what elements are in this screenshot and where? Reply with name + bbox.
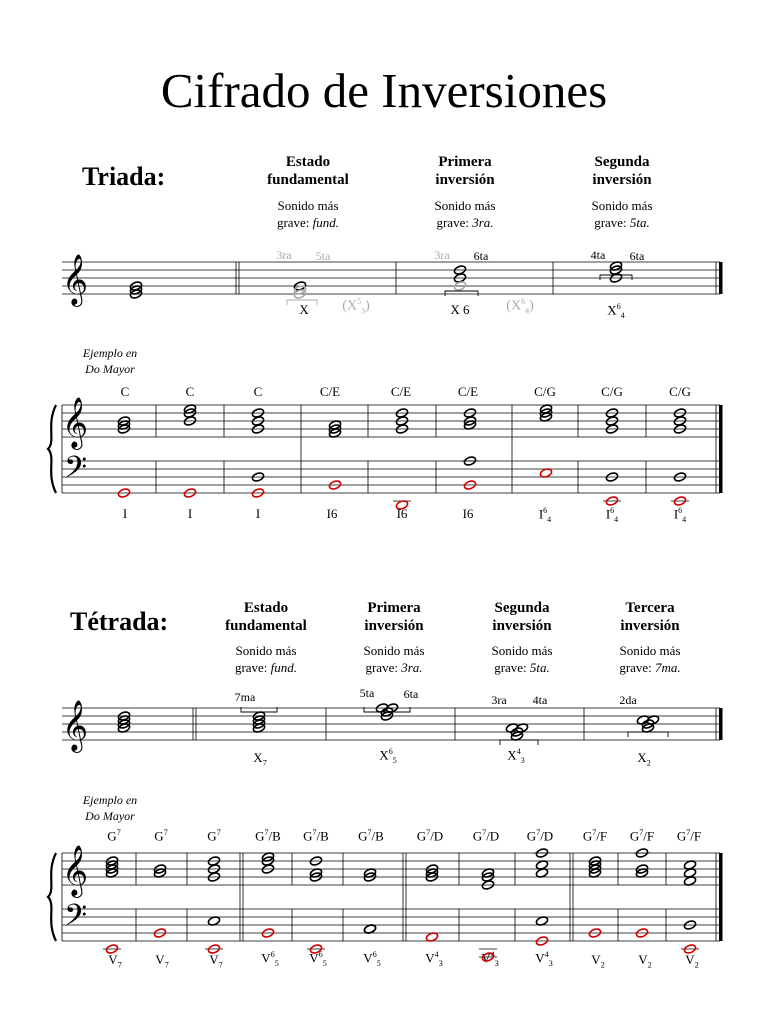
col-desc-line1: Sonido más [363, 643, 425, 658]
col-head-line1: Segunda [494, 600, 550, 616]
roman-sup: 4 [544, 950, 549, 959]
page-title: Cifrado de Inversiones [160, 63, 608, 118]
cifra-x: X [253, 750, 263, 765]
interval-label: 6ta [629, 249, 645, 263]
triada-label: Triada: [82, 162, 166, 191]
chord-bass: /F [643, 828, 655, 844]
col-desc-value: 3ra. [401, 660, 423, 675]
col-desc-value: 5ta. [529, 660, 550, 675]
chord-sup: 7 [264, 828, 269, 837]
roman-text: V [363, 950, 373, 966]
col-head-line1: Estado [285, 154, 331, 170]
roman-sub: 4 [614, 514, 619, 524]
chord-root: G [416, 828, 427, 844]
roman-sub: 3 [548, 958, 553, 968]
chord-bass: /D [430, 828, 444, 844]
interval-bracket [600, 275, 632, 280]
col-head-line1: Segunda [594, 154, 650, 170]
cifra-x: X [379, 747, 389, 763]
roman-text: I6 [396, 506, 408, 521]
roman-sub: 7 [117, 960, 122, 970]
roman-sub: 7 [164, 960, 169, 970]
roman-text: I6 [462, 506, 474, 521]
final-barline [719, 853, 723, 941]
roman-text: V [481, 950, 491, 966]
col-desc-value: 3ra. [472, 215, 494, 230]
col-head-line2: fundamental [225, 618, 307, 634]
cifra-x: X [607, 302, 617, 318]
chord-root: G [255, 828, 265, 844]
roman-sup: 6 [678, 506, 683, 515]
cifra-sub: 5 [392, 755, 397, 765]
roman-text: V [638, 952, 648, 967]
chord-root: G [582, 828, 593, 844]
roman-text: V [261, 950, 271, 966]
roman-text: I [673, 506, 679, 522]
col-desc-line1: Sonido más [434, 198, 496, 213]
interval-label: 5ta [359, 686, 375, 700]
roman-sub: 5 [322, 958, 327, 968]
col-head-line2: inversión [492, 618, 552, 634]
roman-sup: 4 [490, 950, 495, 959]
chord-root: G [207, 828, 217, 844]
cifra-first-inversion-full: $(X^6_4)$ [506, 297, 534, 316]
interval-label: 6ta [403, 687, 419, 701]
roman-sub: 2 [647, 960, 652, 970]
chord-sup: 7 [536, 828, 541, 837]
roman-text: V [425, 950, 435, 966]
chord-root: G [676, 828, 687, 844]
col-desc-prefix: grave: [494, 660, 530, 675]
bass-clef-icon: 𝄢 [64, 899, 88, 940]
roman-text: V [309, 950, 319, 966]
cifra-root: X [299, 302, 309, 317]
cifra-sup: 5 [357, 297, 362, 306]
roman-sub: 5 [274, 958, 279, 968]
final-barline [719, 708, 723, 740]
final-barline [719, 405, 723, 493]
example-label-line2: Do Mayor [85, 809, 135, 823]
interval-label: 6ta [473, 249, 489, 263]
interval-label: 4ta [532, 693, 548, 707]
col-desc-value: fund. [312, 215, 340, 230]
col-desc-prefix: grave: [594, 215, 630, 230]
roman-sub: 3 [494, 958, 499, 968]
roman-numeral: I [255, 506, 261, 521]
tetrada-label: Tétrada: [70, 607, 169, 636]
treble-clef-icon: 𝄞 [62, 845, 89, 896]
roman-text: V [209, 952, 219, 967]
cifra-x: X [507, 747, 517, 763]
roman-sub: 5 [376, 958, 381, 968]
interval-label: 7ma [234, 690, 256, 704]
col-head-line2: inversión [620, 618, 680, 634]
treble-clef-icon: 𝄞 [62, 254, 89, 305]
cifra-sub: 7 [262, 758, 267, 768]
col-desc-value: fund. [270, 660, 298, 675]
chord-symbol: C/E [319, 384, 341, 399]
interval-label: 3ra [434, 248, 450, 262]
col-head-line2: inversión [592, 172, 652, 188]
chord-root: G [107, 828, 117, 844]
roman-sub: 2 [694, 960, 699, 970]
col-head-line2: fundamental [267, 172, 349, 188]
roman-text: I [538, 506, 544, 522]
cifra-sub: 3 [361, 306, 366, 316]
chord-bass: /F [690, 828, 702, 844]
interval-label: 5ta [315, 249, 331, 263]
cifra-sub: 4 [620, 310, 625, 320]
col-desc-line1: Sonido más [591, 198, 653, 213]
roman-sup: 6 [610, 506, 615, 515]
col-head-line1: Estado [243, 600, 289, 616]
chord-root: G [629, 828, 640, 844]
chord-sup: 7 [482, 828, 487, 837]
roman-sub: 4 [547, 514, 552, 524]
cifra-sup: 6 [388, 747, 393, 756]
col-desc-value: 5ta. [629, 215, 650, 230]
cifra-root-full: $(X^5_3)$ [342, 297, 370, 316]
roman-text: V [108, 952, 118, 967]
chord-symbol: C [120, 384, 130, 399]
example-label-line1: Ejemplo en [82, 346, 138, 360]
chord-sup: 7 [426, 828, 431, 837]
chord-bass: /F [596, 828, 608, 844]
chord-sup: 7 [163, 828, 168, 837]
chord-root: G [303, 828, 313, 844]
col-desc-prefix: grave: [234, 660, 271, 675]
col-desc-prefix: grave: [619, 660, 656, 675]
treble-clef-icon: 𝄞 [62, 397, 89, 448]
chord-bass: /B [371, 828, 384, 844]
interval-bracket [628, 732, 668, 737]
chord-symbol: C/E [390, 384, 412, 399]
cifra-sup: 6 [616, 302, 621, 311]
interval-label: 3ra [491, 693, 507, 707]
roman-sub: 4 [682, 514, 687, 524]
col-desc-prefix: grave: [436, 215, 473, 230]
col-desc-prefix: grave: [276, 215, 313, 230]
interval-label: 2da [619, 693, 637, 707]
cifra-x: X [346, 298, 358, 314]
chord-sup: 7 [216, 828, 221, 837]
col-head-line1: Primera [438, 154, 492, 170]
col-head-line2: inversión [435, 172, 495, 188]
roman-sup: 6 [270, 950, 275, 959]
roman-sup: 4 [434, 950, 439, 959]
col-desc-value: 7ma. [655, 660, 681, 675]
interval-bracket [445, 291, 478, 296]
interval-bracket [500, 740, 538, 745]
roman-sup: 6 [372, 950, 377, 959]
roman-text: V [685, 952, 695, 967]
chord-bass: /B [268, 828, 281, 844]
cifra-sup: 4 [516, 747, 521, 756]
chord-bass: /B [316, 828, 329, 844]
roman-numeral: I [187, 506, 193, 521]
col-desc-prefix: grave: [365, 660, 402, 675]
roman-sub: 2 [600, 960, 605, 970]
chord-bass: /D [540, 828, 554, 844]
col-head-line2: inversión [364, 618, 424, 634]
chord-symbol: C/G [534, 384, 556, 399]
brace-icon [48, 853, 56, 941]
cifra-sub: 4 [525, 306, 530, 316]
chord-sup: 7 [367, 828, 372, 837]
final-barline [719, 262, 723, 294]
example-label-line1: Ejemplo en [82, 793, 138, 807]
col-head-line1: Tercera [625, 600, 675, 616]
roman-text: V [591, 952, 601, 967]
col-desc-line1: Sonido más [277, 198, 339, 213]
roman-text: V [535, 950, 545, 966]
chord-sup: 7 [686, 828, 691, 837]
example-label-line2: Do Mayor [85, 362, 135, 376]
chord-sup: 7 [116, 828, 121, 837]
interval-label: 3ra [276, 248, 292, 262]
chord-symbol: C/G [669, 384, 691, 399]
chord-root: G [358, 828, 368, 844]
col-desc-line1: Sonido más [619, 643, 681, 658]
roman-sup: 6 [543, 506, 548, 515]
chord-sup: 7 [592, 828, 597, 837]
brace-icon [48, 405, 56, 493]
roman-text: I [605, 506, 611, 522]
cifra-sup: 6 [521, 297, 526, 306]
cifra-sub: 2 [646, 758, 651, 768]
roman-text: I6 [326, 506, 338, 521]
interval-bracket [287, 300, 317, 305]
interval-label: 4ta [590, 248, 606, 262]
chord-root: G [526, 828, 537, 844]
chord-root: G [472, 828, 483, 844]
roman-sub: 7 [218, 960, 223, 970]
chord-root: G [154, 828, 164, 844]
col-desc-line1: Sonido más [235, 643, 297, 658]
roman-numeral: I [122, 506, 128, 521]
col-head-line1: Primera [367, 600, 421, 616]
chord-bass: /D [486, 828, 500, 844]
roman-sup: 6 [318, 950, 323, 959]
bass-clef-icon: 𝄢 [64, 451, 88, 492]
col-desc-line1: Sonido más [491, 643, 553, 658]
chord-symbol: C/E [457, 384, 479, 399]
cifra-sub: 3 [520, 755, 525, 765]
chord-symbol: C [185, 384, 195, 399]
roman-sub: 3 [438, 958, 443, 968]
chord-symbol: C [253, 384, 263, 399]
roman-text: V [155, 952, 165, 967]
chord-symbol: C/G [601, 384, 623, 399]
cifra-x: X [637, 750, 647, 765]
chord-sup: 7 [639, 828, 644, 837]
treble-clef-icon: 𝄞 [62, 700, 89, 751]
chord-sup: 7 [312, 828, 317, 837]
cifra-x: X [510, 298, 522, 314]
cifra-first-inversion: X 6 [450, 302, 470, 317]
